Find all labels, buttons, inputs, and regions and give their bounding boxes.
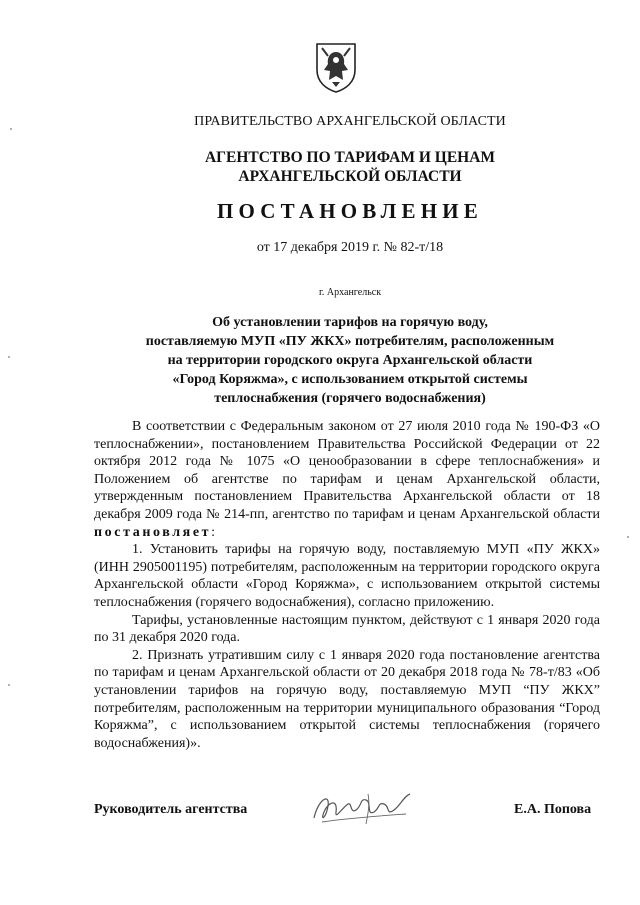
preamble-end: : xyxy=(211,524,216,540)
agency-name-line1: АГЕНТСТВО ПО ТАРИФАМ И ЦЕНАМ xyxy=(204,149,496,166)
preamble-text: В соответствии с Федеральным законом от 27 июля 2010 года № 190-ФЗ «О теплоснабжении», постановлением Правительства Российской Федерации от 22 октября 2012 года № 1075 «О ценообразовании в сфере теплоснабжения» и Положением об агентстве по тарифам и ценам Архангельской области, утвержденным постановлением Правительства Архангельской области от 18 декабря 2009 года № 214-пп, агентство по тарифам и ценам Архангельской области xyxy=(94,419,600,522)
government-name: ПРАВИТЕЛЬСТВО АРХАНГЕЛЬСКОЙ ОБЛАСТИ xyxy=(194,114,506,129)
subject-line: теплоснабжения (горячего водоснабжения) xyxy=(214,391,486,406)
agency-name-line2: АРХАНГЕЛЬСКОЙ ОБЛАСТИ xyxy=(238,168,462,185)
document-type: ПОСТАНОВЛЕНИЕ xyxy=(216,199,484,223)
subject-line: «Город Коряжма», с использованием открытой системы xyxy=(172,372,528,387)
coat-of-arms-icon xyxy=(314,40,358,94)
paragraph-preamble xyxy=(94,418,600,541)
paragraph-item-1: 1. Установить тарифы на горячую воду, поставляемую МУП «ПУ ЖКХ» (ИНН 2905001195) потребителям, расположенным на территории городского округа Архангельской области «Город Коряжма», с использованием открытой системы теплоснабжения (горячего водоснабжения), согласно приложению. xyxy=(94,542,600,610)
document-date-number: от 17 декабря 2019 г. № 82-т/18 xyxy=(256,240,444,255)
handwritten-signature xyxy=(308,788,416,828)
subject-line: поставляемую МУП «ПУ ЖКХ» потребителям, расположенным xyxy=(145,334,555,349)
signer-title: Руководитель агентства xyxy=(94,802,248,817)
paragraph-validity: Тарифы, установленные настоящим пунктом, действуют с 1 января 2020 года по 31 декабря 2020 года. xyxy=(94,612,600,646)
signer-name: Е.А. Попова xyxy=(514,802,592,817)
paragraph-item-2: 2. Признать утратившим силу с 1 января 2020 года постановление агентства по тарифам и ценам Архангельской области от 20 декабря 2018 года № 78-т/83 «Об установлении тарифов на горячую воду, поставляемую МУП “ПУ ЖКХ” потребителям, расположенным на территории муниципального образования “Город Коряжма”, с использованием открытой системы теплоснабжения (горячего водоснабжения)». xyxy=(94,647,600,751)
document-city: г. Архангельск xyxy=(318,287,382,298)
document-subject xyxy=(0,313,640,408)
subject-line: Об установлении тарифов на горячую воду, xyxy=(212,315,488,330)
subject-line: на территории городского округа Архангельской области xyxy=(167,353,533,368)
agency-name xyxy=(0,148,640,186)
resolution-word: постановляет xyxy=(94,524,212,540)
document-body xyxy=(94,418,600,752)
